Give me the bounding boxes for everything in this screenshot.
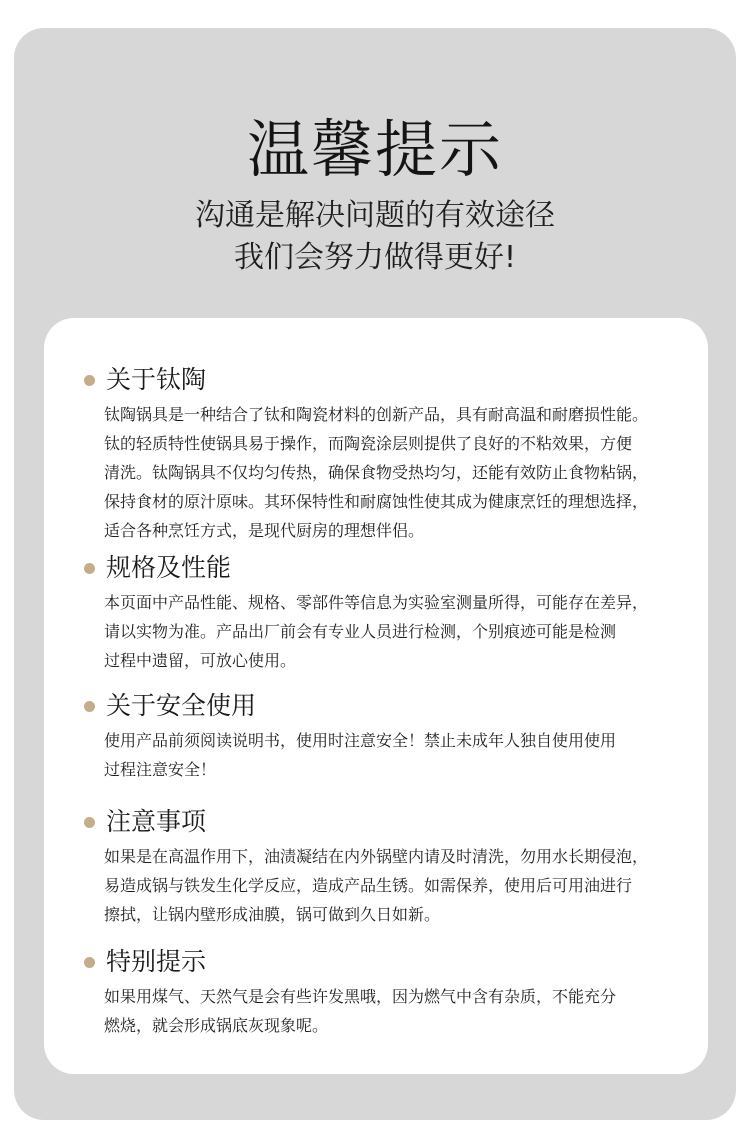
page-title: 温馨提示	[246, 113, 503, 186]
subtitle-line-2: 我们会努力做得更好!	[233, 240, 517, 275]
section-header	[58, 942, 698, 982]
section-header	[58, 360, 698, 400]
body-line: 清洗。钛陶锅具不仅均匀传热，确保食物受热均匀，还能有效防止食物粘锅，	[104, 463, 649, 482]
section-header	[58, 686, 698, 726]
body-line: 钛的轻质特性使锅具易于操作，而陶瓷涂层则提供了良好的不粘效果，方便	[104, 434, 633, 453]
section-specs-performance	[58, 548, 698, 675]
section-precautions	[58, 802, 698, 929]
section-title: 关于安全使用	[106, 691, 257, 720]
section-title: 特别提示	[106, 947, 207, 976]
section-title: 规格及性能	[106, 553, 232, 582]
section-body	[58, 842, 698, 929]
section-body	[58, 726, 698, 784]
bullet-dot-icon	[84, 957, 95, 968]
bullet-dot-icon	[84, 563, 95, 574]
body-line: 适合各种烹饪方式，是现代厨房的理想伴侣。	[104, 521, 425, 540]
body-line: 本页面中产品性能、规格、零部件等信息为实验室测量所得，可能存在差异，	[104, 593, 649, 612]
subtitle-line-1: 沟通是解决问题的有效途径	[195, 198, 555, 233]
body-line: 如果是在高温作用下，油渍凝结在内外锅壁内请及时清洗，勿用水长期侵泡，	[104, 847, 649, 866]
body-line: 使用产品前须阅读说明书，使用时注意安全！禁止未成年人独自使用使用	[104, 731, 617, 750]
bullet-dot-icon	[84, 375, 95, 386]
section-title: 注意事项	[106, 807, 207, 836]
body-line: 钛陶锅具是一种结合了钛和陶瓷材料的创新产品，具有耐高温和耐磨损性能。	[104, 405, 649, 424]
section-title: 关于钛陶	[106, 365, 207, 394]
section-about-titanium-ceramic	[58, 360, 698, 545]
body-line: 易造成锅与铁发生化学反应，造成产品生锈。如需保养，使用后可用油进行	[104, 876, 633, 895]
body-line: 过程注意安全！	[104, 760, 217, 779]
body-line: 擦拭，让锅内壁形成油膜，锅可做到久日如新。	[104, 905, 441, 924]
body-line: 请以实物为准。产品出厂前会有专业人员进行检测，个别痕迹可能是检测	[104, 622, 617, 641]
body-line: 燃烧，就会形成锅底灰现象呢。	[104, 1016, 329, 1035]
section-safe-use	[58, 686, 698, 784]
bullet-dot-icon	[84, 817, 95, 828]
section-body	[58, 982, 698, 1040]
section-header	[58, 548, 698, 588]
body-line: 保持食材的原汁原味。其环保特性和耐腐蚀性使其成为健康烹饪的理想选择，	[104, 492, 649, 511]
body-line: 过程中遗留，可放心使用。	[104, 651, 297, 670]
body-line: 如果用煤气、天然气是会有些许发黑哦，因为燃气中含有杂质，不能充分	[104, 987, 617, 1006]
bullet-dot-icon	[84, 701, 95, 712]
section-body	[58, 400, 698, 545]
section-special-notice	[58, 942, 698, 1040]
section-header	[58, 802, 698, 842]
section-body	[58, 588, 698, 675]
